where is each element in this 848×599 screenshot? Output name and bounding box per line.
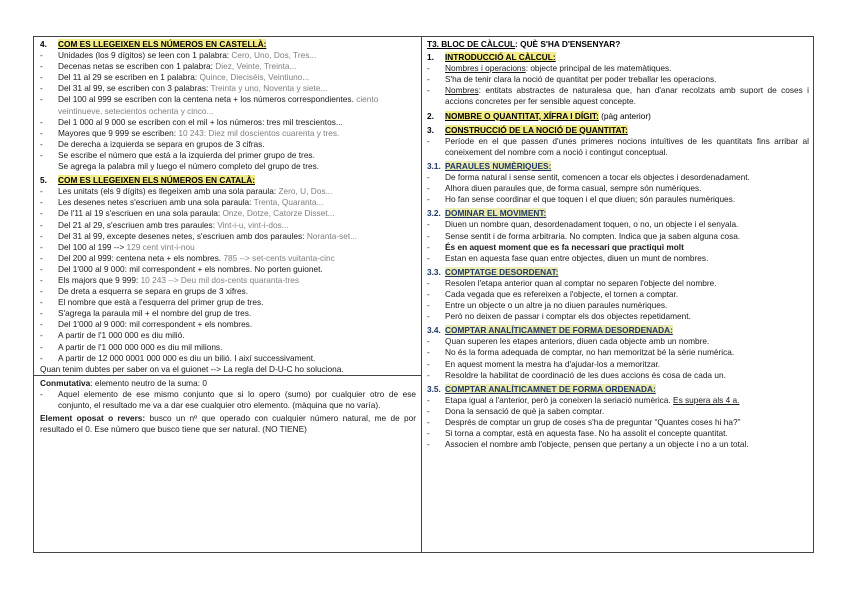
list-item-text <box>58 117 417 128</box>
section-4-title: COM ES LLEGEIXEN ELS NÚMEROS EN CASTELLÀ: <box>58 39 267 49</box>
list-item <box>40 50 417 61</box>
list-item-text <box>58 330 417 341</box>
bullet-dash: - <box>40 197 43 208</box>
list-item <box>40 342 417 353</box>
section-2-heading: 2. NOMBRE O QUANTITAT, XÍFRA I DÍGIT: (pàg anterior) <box>427 110 651 121</box>
item-example: Diez, Veinte, Treinta... <box>215 61 297 72</box>
bullet-dash: - <box>427 428 430 439</box>
element-oposat-paragraph <box>40 413 416 435</box>
bullet-dash: - <box>40 127 43 138</box>
item-text: Unidades (los 9 dígitos) se leen con 1 palabra: <box>58 50 232 61</box>
list-item <box>427 172 809 183</box>
item-text: A partir de l'1 000 000 000 es diu mil milions. <box>58 341 223 352</box>
list-item <box>40 231 417 242</box>
section-4-heading <box>40 39 417 50</box>
left-column <box>34 37 422 552</box>
document-sheet <box>33 36 814 553</box>
list-item <box>427 370 809 381</box>
item-example: 129 cent vint-i-nou <box>126 241 195 252</box>
item-text: Del 100 al 999 se escriben con la centena neta + los números correspondientes. <box>58 94 357 105</box>
bullet-dash: - <box>40 308 43 319</box>
list-item-text <box>58 208 417 219</box>
bullet-dash: - <box>40 72 43 83</box>
bullet-dash: - <box>40 83 43 94</box>
list-item <box>427 395 809 406</box>
item-text: Del 31 al 99, excepte desenes netes, s'escriuen amb dos paraules: <box>58 230 307 241</box>
list-item <box>427 300 809 311</box>
list-item <box>427 428 809 439</box>
bullet-dash: - <box>427 300 430 311</box>
section-1-heading: 1. INTRODUCCIÓ AL CÀLCUL: <box>427 52 556 63</box>
list-item <box>40 286 417 297</box>
bullet-dash: - <box>427 336 430 347</box>
list-item-text <box>58 342 417 353</box>
bullet-dash: - <box>40 241 43 252</box>
section-3-3-heading: 3.3. COMPTATGE DESORDENAT: <box>427 266 559 277</box>
list-item <box>427 242 809 253</box>
bullet-dash: - <box>40 138 43 149</box>
list-item-text <box>58 50 417 61</box>
term: Nombres i operacions <box>445 63 526 74</box>
list-item-text: En aquest moment la mestra ha d'ajudar-los a memoritzar. <box>445 358 661 369</box>
bullet-dash: - <box>40 341 43 352</box>
list-item <box>427 253 809 264</box>
item-example: Cero, Uno, Dos, Tres... <box>231 50 317 61</box>
list-item <box>427 194 809 205</box>
bullet-dash: - <box>427 172 430 183</box>
list-item <box>40 275 417 286</box>
list-item <box>40 72 417 83</box>
list-item-text <box>58 61 417 72</box>
item-example: Quince, Dieciséis, Veintiuno... <box>199 72 310 83</box>
item-example: Zero, U, Dos... <box>278 186 333 197</box>
section-3-title: CONSTRUCCIÓ DE LA NOCIÓ DE QUANTITAT: <box>445 124 628 135</box>
item-text: Del 1'000 al 9 000: mil correspondent + els nombres. No porten guionet. <box>58 263 323 274</box>
bullet-dash: - <box>427 194 430 205</box>
section-3-heading: 3. CONSTRUCCIÓ DE LA NOCIÓ DE QUANTITAT: <box>427 124 628 135</box>
list-item-text <box>58 139 417 150</box>
bloc-subtitle: : QUÈ S'HA D'ENSENYAR? <box>515 39 621 49</box>
list-item-text <box>58 186 417 197</box>
bullet-dash: - <box>427 358 430 369</box>
right-title <box>427 39 809 50</box>
item-text: Decenas netas se escriben con 1 palabra: <box>58 61 216 72</box>
list-item <box>427 406 809 417</box>
section-3-5-list <box>427 395 809 450</box>
bullet-dash: - <box>40 230 43 241</box>
list-item-text <box>58 94 417 116</box>
list-item <box>427 359 809 370</box>
list-item-text <box>58 231 417 242</box>
section-3-list <box>427 136 809 158</box>
section-5-list <box>40 186 417 364</box>
bullet-dash: - <box>427 74 430 85</box>
list-item-text <box>445 439 809 450</box>
bullet-dash: - <box>40 219 43 230</box>
list-item-text <box>58 308 417 319</box>
list-item-text <box>445 395 809 406</box>
item-example: Noranta-set... <box>306 230 358 241</box>
list-item <box>40 61 417 72</box>
item-example: 10 243: Diez mil doscientos cuarenta y tres. <box>178 127 340 138</box>
bullet-dash: - <box>40 274 43 285</box>
section-1-list <box>427 63 809 107</box>
list-item-text <box>445 417 809 428</box>
section-4-number: 4. <box>40 39 47 49</box>
conmutativa-text: : elemento neutro de la suma: 0 <box>90 377 207 388</box>
list-item-text: Quan superen les etapes anteriors, diuen cada objecte amb un nombre. <box>445 336 710 347</box>
list-item <box>40 242 417 253</box>
item-text: A partir de 12 000 0001 000 000 es diu un bilió. I així successivament. <box>58 352 316 363</box>
list-item-text: De forma natural i sense sentit, comencen a tocar els objectes i desordenadament. <box>445 172 750 183</box>
item-text: Del 21 al 29, s'escriuen amb tres paraules: <box>58 219 218 230</box>
bullet-dash: - <box>427 183 430 194</box>
bullet-dash: - <box>427 347 430 358</box>
list-item <box>427 289 809 300</box>
list-item <box>40 297 417 308</box>
section-3-1-title: PARAULES NUMÈRIQUES: <box>445 160 552 171</box>
bullet-dash: - <box>427 63 430 74</box>
list-item <box>40 220 417 231</box>
bullet-dash: - <box>40 149 43 160</box>
item-text: De l'11 al 19 s'escriuen en una sola paraula: <box>58 208 223 219</box>
list-item-text: Entre un objecte o un altre ja no diuen paraules numèriques. <box>445 300 668 311</box>
bullet-dash: - <box>40 330 43 341</box>
list-item <box>40 186 417 197</box>
list-item-text: Ho fan sense coordinar el que toquen i el que diuen; són paraules numèriques. <box>445 194 736 205</box>
list-item <box>40 253 417 264</box>
list-item <box>427 85 809 107</box>
bullet-dash: - <box>427 230 430 241</box>
list-item <box>427 311 809 322</box>
bullet-dash: - <box>40 319 43 330</box>
item-text: Els majors que 9 999: <box>58 274 141 285</box>
item-text: Del 200 al 999: centena neta + els nombres. <box>58 252 224 263</box>
left-top-section <box>40 39 417 375</box>
bullet-dash: - <box>40 286 43 297</box>
list-item-text: Resolen l'etapa anterior quan al comptar no separen l'objecte del nombre. <box>445 277 717 288</box>
left-bottom-section <box>34 375 421 435</box>
list-item-text: Cada vegada que es refereixen a l'objecte, el tornen a comptar. <box>445 288 679 299</box>
section-3-2-heading: 3.2. DOMINAR EL MOVIMENT: <box>427 208 547 219</box>
list-item-text: Estan en aquesta fase quan entre objectes, diuen un munt de nombres. <box>445 252 709 263</box>
list-item-text <box>445 85 809 107</box>
list-item <box>427 183 809 194</box>
bullet-dash: - <box>40 208 43 219</box>
item-text: Etapa igual a l'anterior, però ja coneixen la seriació numèrica. <box>445 394 674 405</box>
section-3-4-title: COMPTAR ANALÍTICAMNET DE FORMA DESORDENADA: <box>445 325 673 336</box>
bullet-dash: - <box>40 94 43 105</box>
list-item-text <box>445 428 809 439</box>
section-5-title: COM ES LLEGEIXEN ELS NÚMEROS EN CATALÀ: <box>58 175 255 186</box>
section-3-2-title: DOMINAR EL MOVIMENT: <box>445 208 547 219</box>
list-item-text: Resoldre la habilitat de coordinació de les dues accions és cosa de cada un. <box>445 369 726 380</box>
list-item-text <box>58 242 417 253</box>
list-item-text <box>445 63 809 74</box>
item-text: Del 11 al 29 se escriben en 1 palabra: <box>58 72 200 83</box>
conmutativa-item: - Aquel elemento de ese mismo conjunto que si lo opero (sumo) por cualquier otro de ese conjunto, el resultado me va a dar ese cualquier otro elemento. (màquina que no varía). <box>40 388 416 410</box>
bullet-dash: - <box>40 252 43 263</box>
item-text: Si torna a comptar, està en aquesta fase. No ha assolit el concepte quantitat. <box>445 428 728 439</box>
bloc-title: T3. BLOC DE CÀLCUL <box>427 39 516 49</box>
section-3-5-heading: 3.5. COMPTAR ANALÍTICAMNET DE FORMA ORDENADA: <box>427 383 656 394</box>
list-item-text: És en aquest moment que es fa necessari que practiqui molt <box>445 241 684 252</box>
term: Nombres <box>445 85 479 96</box>
bullet-dash: - <box>427 417 430 427</box>
list-item-text <box>58 297 417 308</box>
conmutativa-label: Conmutativa <box>40 377 91 388</box>
list-item <box>427 219 809 230</box>
item-text: De derecha a izquierda se separa en grupos de 3 cifras. <box>58 138 265 149</box>
list-item <box>427 74 809 85</box>
item-example: Onze, Dotze, Catorze Disset... <box>222 208 335 219</box>
item-text: De dreta a esquerra se separa en grups de 3 xifres. <box>58 286 249 297</box>
item-example: Trenta, Quaranta... <box>253 197 324 208</box>
item-example: Treinta y uno, Noventa y siete... <box>210 83 328 94</box>
list-item <box>427 439 809 450</box>
item-example: Vint-i-u, vint-i-dos... <box>217 219 289 230</box>
item-text: Del 1 000 al 9 000 se escriben con el mil + los números: tres mil trescientos... <box>58 116 343 127</box>
list-item-text: Alhora diuen paraules que, de forma casual, sempre són numèriques. <box>445 183 702 194</box>
bullet-dash: - <box>427 405 430 416</box>
list-item <box>427 63 809 74</box>
item-text: Associen el nombre amb l'objecte, pensen que pertany a un objecte i no a un total. <box>445 439 749 450</box>
list-item-text <box>58 128 417 139</box>
list-item <box>40 308 417 319</box>
bullet-dash: - <box>427 439 430 450</box>
list-item <box>40 208 417 219</box>
definition: S'ha de tenir clara la noció de quantitat per poder treballar les operacions. <box>445 74 717 85</box>
list-item <box>40 117 417 128</box>
bullet-dash: - <box>40 297 43 308</box>
item-text: El nombre que està a l'esquerra del primer grup de tres. <box>58 297 264 308</box>
bullet-dash: - <box>40 50 43 61</box>
section-3-1-heading: 3.1. PARAULES NUMÈRIQUES: <box>427 160 552 171</box>
bullet-dash: - <box>40 116 43 127</box>
list-item-text <box>58 72 417 83</box>
list-item-text <box>58 264 417 275</box>
bullet-dash: - <box>427 288 430 299</box>
item-text: Se escribe el número que está a la izquierda del primer grupo de tres. <box>58 149 315 160</box>
list-item-text: Diuen un nombre quan, desordenadament toquen, o no, un objecte i el senyala. <box>445 219 739 230</box>
list-item <box>40 150 417 161</box>
section-2-title: NOMBRE O QUANTITAT, XÍFRA I DÍGIT: <box>445 110 599 121</box>
item-text: Les unitats (els 9 dígits) es llegeixen amb una sola paraula: <box>58 186 279 197</box>
item-example: 785 --> set-cents vuitanta-cinc <box>223 252 335 263</box>
list-item <box>40 94 417 116</box>
list-item <box>40 139 417 150</box>
section-3-3-title: COMPTATGE DESORDENAT: <box>445 266 559 277</box>
guionet-note: Quan tenim dubtes per saber on va el guionet --> La regla del D-U-C ho soluciona. <box>40 363 344 374</box>
item-text: Mayores que 9 999 se escriben: <box>58 127 179 138</box>
item-text: A partir de l'1 000 000 es diu milió. <box>58 330 185 341</box>
list-item-text <box>58 220 417 231</box>
conmutativa-line <box>40 378 416 389</box>
list-item <box>427 136 809 158</box>
element-oposat-label: Element oposat o revers: <box>40 413 146 424</box>
section-5-heading <box>40 175 417 186</box>
bullet-dash: - <box>40 61 43 72</box>
list-item-text <box>58 286 417 297</box>
list-item <box>40 319 417 330</box>
section-3-4-heading: 3.4. COMPTAR ANALÍTICAMNET DE FORMA DESORDENADA: <box>427 325 673 336</box>
item-text: Després de comptar un grup de coses s'ha de preguntar “Quantes coses hi ha?” <box>445 417 741 427</box>
bullet-dash: - <box>427 252 430 263</box>
list-item <box>40 330 417 341</box>
element-oposat-text: busco un nº que operado con cualquier número natural, me de por resultado el 0. Ese número que busco tiene que ser natural. (NO TIENE) <box>40 413 416 435</box>
list-item <box>40 197 417 208</box>
definition: : entitats abstractes de naturalesa que, han d'anar recolzats amb suport de coses i accions concretes per fer sensible aquest concepte. <box>445 85 809 107</box>
list-item-text: Sense sentit i de forma arbitraria. No compten. Indica que ja saben alguna cosa. <box>445 230 741 241</box>
list-item-text: No és la forma adequada de comptar, no han memoritzat bé la sèrie numèrica. <box>445 347 735 358</box>
section-3-3-list <box>427 278 809 322</box>
bullet-dash: - <box>40 263 43 274</box>
list-item-text <box>58 319 417 330</box>
section-3-2-list <box>427 219 809 263</box>
list-item-text <box>58 150 417 161</box>
section-5-number: 5. <box>40 175 47 186</box>
list-item-text <box>58 253 417 264</box>
list-item-text: Però no deixen de passar i comptar els dos objectes repetidament. <box>445 311 691 322</box>
bullet-dash: - <box>427 369 430 380</box>
list-item-text <box>58 275 417 286</box>
item-text: Dona la sensació de què ja saben comptar. <box>445 405 605 416</box>
bullet-dash: - <box>427 394 430 405</box>
list-item-text <box>58 197 417 208</box>
definition: : objecte principal de les matemàtiques. <box>525 63 672 74</box>
list-item <box>427 417 809 428</box>
bullet-dash: - <box>427 219 430 230</box>
right-column <box>422 37 813 552</box>
section-4-list <box>40 50 417 161</box>
item-example: 10 243 --> Deu mil dos-cents quaranta-tres <box>140 274 299 285</box>
section-3-1-list <box>427 172 809 205</box>
section-4-continuation: Se agrega la palabra mil y luego el número completo del grupo de tres. <box>58 161 320 172</box>
item-example: ciento veintinueve, setecientos ochenta y cinco... <box>58 94 379 116</box>
section-3-5-title: COMPTAR ANALÍTICAMNET DE FORMA ORDENADA: <box>445 383 656 394</box>
list-item <box>40 264 417 275</box>
list-item-text <box>445 74 809 85</box>
item-text: Del 31 al 99, se escriben con 3 palabras: <box>58 83 211 94</box>
bullet-dash: - <box>40 352 43 363</box>
bullet-dash: - <box>427 311 430 322</box>
item-text: Les desenes netes s'escriuen amb una sola paraula: <box>58 197 254 208</box>
item-underlined: Es supera als 4 a. <box>673 394 740 405</box>
list-item <box>40 83 417 94</box>
list-item <box>427 278 809 289</box>
bullet-dash: - <box>427 241 430 252</box>
list-item <box>427 347 809 358</box>
section-1-title: INTRODUCCIÓ AL CÀLCUL: <box>445 52 556 63</box>
item-text: S'agrega la paraula mil + el nombre del grup de tres. <box>58 308 252 319</box>
list-item <box>427 336 809 347</box>
section-2-note: (pàg anterior) <box>598 110 651 121</box>
bullet-dash: - <box>40 186 43 197</box>
list-item-text <box>445 406 809 417</box>
bullet-dash: - <box>427 85 430 96</box>
list-item-text: Període en el que passen d'unes primeres nocions intuïtives de les quantitats fins arribar al coneixement del nombre com a noció i contingut conceptual. <box>445 135 809 157</box>
bullet-dash: - <box>427 135 430 146</box>
bullet-dash: - <box>427 277 430 288</box>
list-item-text <box>58 353 417 364</box>
list-item <box>40 353 417 364</box>
list-item <box>40 128 417 139</box>
list-item <box>427 231 809 242</box>
item-text: Del 1'000 al 9 000: mil correspondent + els nombres. <box>58 319 253 330</box>
section-3-4-list <box>427 336 809 380</box>
list-item-text <box>58 83 417 94</box>
item-text: Del 100 al 199 --> <box>58 241 127 252</box>
